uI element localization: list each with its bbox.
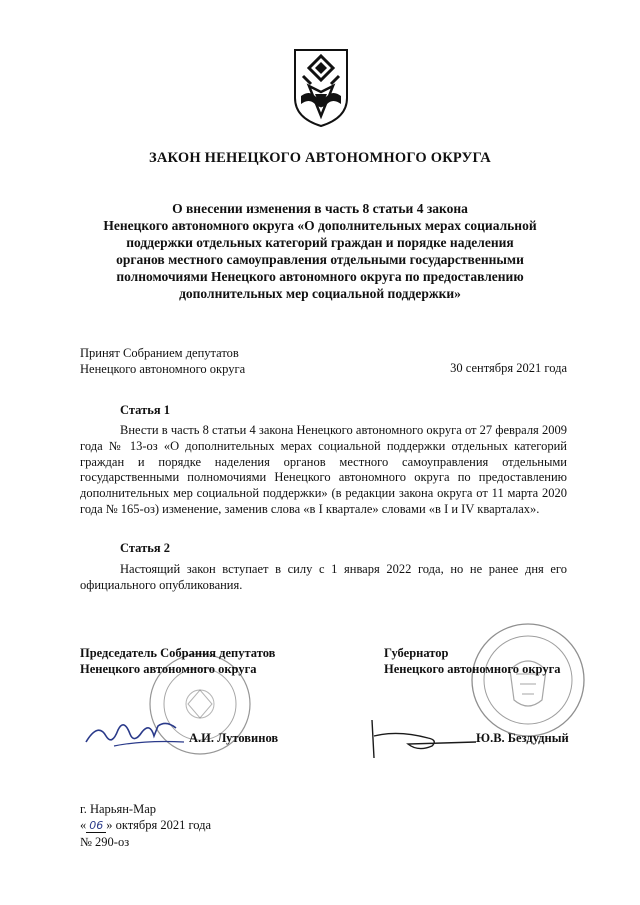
left-signatory-title-line-2: Ненецкого автономного округа (80, 662, 257, 676)
adoption-line-2: Ненецкого автономного округа (80, 362, 246, 376)
right-signatory-title-line-2: Ненецкого автономного округа (384, 662, 561, 676)
handwritten-day: 06 (86, 819, 106, 833)
handwritten-signature-right (368, 716, 478, 760)
place-of-signing: г. Нарьян-Мар (80, 802, 157, 816)
right-signatory-title-line-1: Губернатор (384, 646, 449, 660)
adoption-date: 30 сентября 2021 года (450, 361, 567, 375)
title-line: органов местного самоуправления отдельными государственными (116, 252, 524, 267)
date-rest: » октября 2021 года (106, 818, 212, 832)
law-number: № 290-оз (80, 835, 130, 849)
footer-block (80, 801, 211, 850)
left-signatory-title (80, 645, 275, 677)
right-signatory-name: Ю.В. Бездудный (476, 731, 569, 745)
coat-of-arms-emblem (289, 46, 353, 130)
article-1-text: Внести в часть 8 статьи 4 закона Ненецкого автономного округа от 27 февраля 2009 года № 13-оз «О дополнительных мерах социальной поддержки отдельных категорий граждан и порядке наделения органов местного самоуправления отдельными государственными полномочиями Ненецкого автономного округа по предоставлению дополнительных мер социальной поддержки» (в редакции закона округа от 11 марта 2020 года № 165-оз) изменение, заменив слова «в I квартале» словами «в I и IV кварталах». (80, 423, 567, 516)
document-title (70, 200, 570, 302)
title-line: Ненецкого автономного округа «О дополнительных мерах социальной (103, 218, 537, 233)
adoption-line-1: Принят Собранием депутатов (80, 346, 239, 360)
adoption-note (80, 345, 245, 377)
left-signatory-name: А.И. Лутовинов (189, 731, 279, 745)
left-signatory-title-line-1: Председатель Собрания депутатов (80, 646, 276, 660)
date-open-quote: « (80, 818, 87, 832)
signing-date (80, 817, 211, 834)
article-2-text: Настоящий закон вступает в силу с 1 января 2022 года, но не ранее дня его официального опубликования. (80, 562, 567, 592)
handwritten-signature-left (84, 712, 194, 752)
title-line: полномочиями Ненецкого автономного округа по предоставлению (116, 269, 524, 284)
title-line: О внесении изменения в часть 8 статьи 4 закона (172, 201, 468, 216)
right-signatory-title (384, 645, 561, 677)
round-stamp-right (470, 622, 586, 738)
article-1-heading: Статья 1 (120, 403, 170, 417)
article-2-heading: Статья 2 (120, 541, 170, 555)
document-type-title: ЗАКОН НЕНЕЦКОГО АВТОНОМНОГО ОКРУГА (149, 150, 491, 166)
title-line: поддержки отдельных категорий граждан и порядке наделения (126, 235, 514, 250)
title-line: дополнительных мер социальной поддержки» (179, 286, 461, 301)
